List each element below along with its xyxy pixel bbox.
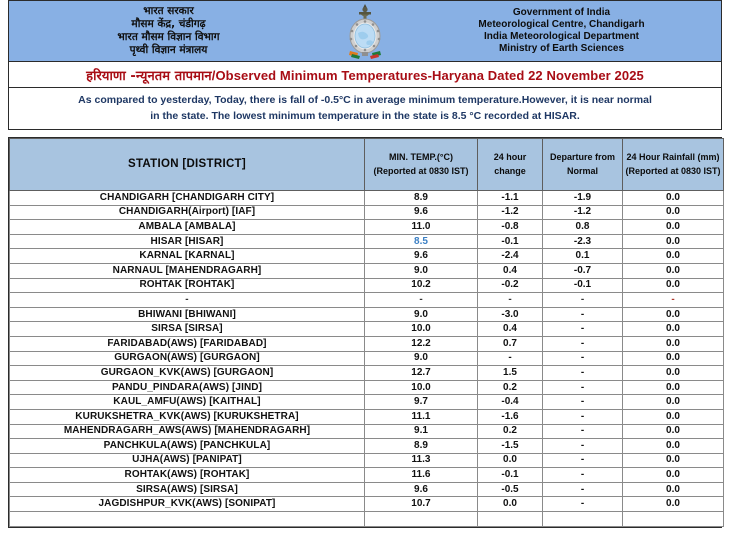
cell-min-temp: 8.9 <box>365 191 478 206</box>
cell-station: JAGDISHPUR_KVK(AWS) [SONIPAT] <box>10 497 365 512</box>
table-header-row <box>10 139 724 191</box>
summary-panel <box>8 88 722 130</box>
cell-rainfall: 0.0 <box>623 234 724 249</box>
cell-24h-change: - <box>478 293 543 308</box>
cell-departure: -0.7 <box>543 263 623 278</box>
cell-departure: - <box>543 322 623 337</box>
cell-station: SIRSA(AWS) [SIRSA] <box>10 482 365 497</box>
masthead-english-line-2: Meteorological Centre, Chandigarh <box>478 18 645 30</box>
table-row <box>10 453 724 468</box>
cell-min-temp: 11.0 <box>365 220 478 235</box>
cell-min-temp: 9.6 <box>365 249 478 264</box>
cell-rainfall: 0.0 <box>623 468 724 483</box>
masthead-hindi-block <box>9 5 328 56</box>
cell-rainfall: 0.0 <box>623 263 724 278</box>
cell-departure: - <box>543 409 623 424</box>
cell-min-temp: 9.0 <box>365 351 478 366</box>
cell-station: GURGAON(AWS) [GURGAON] <box>10 351 365 366</box>
masthead-english-line-1: Government of India <box>512 6 611 18</box>
cell-station: PANCHKULA(AWS) [PANCHKULA] <box>10 439 365 454</box>
table-row <box>10 366 724 381</box>
observations-table-container <box>8 137 722 528</box>
summary-line-2: in the state. The lowest minimum temperature in the state is 8.5 °C recorded at HISAR. <box>150 109 580 122</box>
cell-min-temp: 10.2 <box>365 278 478 293</box>
table-row <box>10 351 724 366</box>
cell-station: SIRSA [SIRSA] <box>10 322 365 337</box>
cell-min-temp <box>365 512 478 527</box>
cell-min-temp: 10.0 <box>365 322 478 337</box>
column-header-24h-change-label: 24 hour <box>493 152 527 163</box>
cell-rainfall: 0.0 <box>623 307 724 322</box>
cell-24h-change: 0.0 <box>478 497 543 512</box>
cell-departure: - <box>543 424 623 439</box>
table-header <box>10 139 724 191</box>
summary-line-1: As compared to yesterday, Today, there is fall of -0.5°C in average minimum temperature.However, it is near normal <box>78 93 652 106</box>
cell-station: PANDU_PINDARA(AWS) [JIND] <box>10 380 365 395</box>
table-row <box>10 395 724 410</box>
cell-min-temp: 11.3 <box>365 453 478 468</box>
cell-rainfall: - <box>623 293 724 308</box>
column-header-min-temp <box>365 139 478 191</box>
cell-rainfall: 0.0 <box>623 482 724 497</box>
cell-min-temp: 8.5 <box>365 234 478 249</box>
table-body <box>10 191 724 527</box>
cell-departure: -1.2 <box>543 205 623 220</box>
cell-station: KARNAL [KARNAL] <box>10 249 365 264</box>
table-row <box>10 191 724 206</box>
cell-departure: - <box>543 497 623 512</box>
cell-min-temp: 9.6 <box>365 205 478 220</box>
table-row <box>10 322 724 337</box>
cell-min-temp: 10.0 <box>365 380 478 395</box>
cell-departure: 0.1 <box>543 249 623 264</box>
cell-departure: - <box>543 468 623 483</box>
cell-rainfall <box>623 512 724 527</box>
cell-departure: - <box>543 307 623 322</box>
cell-rainfall: 0.0 <box>623 395 724 410</box>
cell-min-temp: 12.2 <box>365 336 478 351</box>
cell-departure: -1.9 <box>543 191 623 206</box>
cell-station: AMBALA [AMBALA] <box>10 220 365 235</box>
cell-24h-change: - <box>478 351 543 366</box>
cell-station: KURUKSHETRA_KVK(AWS) [KURUKSHETRA] <box>10 409 365 424</box>
column-header-departure <box>543 139 623 191</box>
cell-rainfall: 0.0 <box>623 366 724 381</box>
masthead-banner <box>8 0 722 62</box>
imd-emblem-icon <box>328 2 402 60</box>
cell-24h-change: -0.8 <box>478 220 543 235</box>
cell-24h-change: 0.4 <box>478 263 543 278</box>
table-row <box>10 497 724 512</box>
cell-rainfall: 0.0 <box>623 439 724 454</box>
table-row <box>10 278 724 293</box>
cell-rainfall: 0.0 <box>623 220 724 235</box>
cell-rainfall: 0.0 <box>623 205 724 220</box>
cell-departure: - <box>543 293 623 308</box>
cell-departure: - <box>543 380 623 395</box>
cell-departure: - <box>543 336 623 351</box>
column-header-departure-sub: Normal <box>566 165 598 176</box>
masthead-hindi-line-3: भारत मौसम विज्ञान विभाग <box>117 31 220 43</box>
cell-station: ROHTAK(AWS) [ROHTAK] <box>10 468 365 483</box>
cell-24h-change: -0.4 <box>478 395 543 410</box>
cell-departure: -2.3 <box>543 234 623 249</box>
masthead-english-line-4: Ministry of Earth Sciences <box>498 43 625 55</box>
table-row <box>10 220 724 235</box>
cell-24h-change: -0.5 <box>478 482 543 497</box>
cell-departure: 0.8 <box>543 220 623 235</box>
cell-24h-change: -0.1 <box>478 468 543 483</box>
cell-24h-change: -1.2 <box>478 205 543 220</box>
table-row <box>10 409 724 424</box>
cell-station: HISAR [HISAR] <box>10 234 365 249</box>
cell-min-temp: 12.7 <box>365 366 478 381</box>
table-row <box>10 468 724 483</box>
table-row <box>10 439 724 454</box>
cell-24h-change: -1.5 <box>478 439 543 454</box>
bulletin-title-bar <box>8 62 722 88</box>
cell-rainfall: 0.0 <box>623 249 724 264</box>
cell-min-temp: 11.6 <box>365 468 478 483</box>
table-row <box>10 293 724 308</box>
column-header-min-temp-label: MIN. TEMP.(°C) <box>389 152 453 163</box>
cell-24h-change: -3.0 <box>478 307 543 322</box>
table-row <box>10 512 724 527</box>
masthead-english-block <box>402 7 721 56</box>
cell-rainfall: 0.0 <box>623 424 724 439</box>
page-title-hindi: हरियाणा -न्यूनतम तापमान <box>86 68 212 84</box>
column-header-departure-label: Departure from <box>549 152 615 163</box>
table-row <box>10 380 724 395</box>
cell-station: BHIWANI [BHIWANI] <box>10 307 365 322</box>
cell-rainfall: 0.0 <box>623 351 724 366</box>
cell-station: GURGAON_KVK(AWS) [GURGAON] <box>10 366 365 381</box>
page-title-english: /Observed Minimum Temperatures-Haryana Dated 22 November 2025 <box>211 67 644 83</box>
cell-rainfall: 0.0 <box>623 453 724 468</box>
masthead-hindi-line-4: पृथ्वी विज्ञान मंत्रालय <box>129 43 208 56</box>
cell-min-temp: 9.0 <box>365 307 478 322</box>
cell-departure <box>543 512 623 527</box>
cell-min-temp: 8.9 <box>365 439 478 454</box>
column-header-rainfall-label: 24 Hour Rainfall (mm) <box>626 152 720 163</box>
cell-min-temp: 9.7 <box>365 395 478 410</box>
cell-station: KAUL_AMFU(AWS) [KAITHAL] <box>10 395 365 410</box>
cell-rainfall: 0.0 <box>623 322 724 337</box>
cell-24h-change: -0.2 <box>478 278 543 293</box>
cell-station: ROHTAK [ROHTAK] <box>10 278 365 293</box>
column-header-min-temp-sub: (Reported at 0830 IST) <box>373 165 469 176</box>
cell-departure: - <box>543 351 623 366</box>
column-header-rainfall-sub: (Reported at 0830 IST) <box>625 165 721 176</box>
cell-24h-change: -0.1 <box>478 234 543 249</box>
cell-24h-change <box>478 512 543 527</box>
cell-rainfall: 0.0 <box>623 409 724 424</box>
cell-departure: - <box>543 439 623 454</box>
column-header-24h-change-sub: change <box>494 165 526 176</box>
cell-24h-change: 0.0 <box>478 453 543 468</box>
table-row <box>10 263 724 278</box>
cell-24h-change: 0.4 <box>478 322 543 337</box>
cell-24h-change: 0.7 <box>478 336 543 351</box>
cell-rainfall: 0.0 <box>623 336 724 351</box>
table-row <box>10 424 724 439</box>
cell-rainfall: 0.0 <box>623 278 724 293</box>
cell-min-temp: 9.0 <box>365 263 478 278</box>
cell-departure: - <box>543 366 623 381</box>
cell-station <box>10 512 365 527</box>
table-row <box>10 205 724 220</box>
page-title <box>86 66 644 84</box>
cell-station: CHANDIGARH(Airport) [IAF] <box>10 205 365 220</box>
cell-departure: - <box>543 395 623 410</box>
column-header-station-label: STATION [DISTRICT] <box>127 158 247 171</box>
cell-24h-change: -2.4 <box>478 249 543 264</box>
masthead-hindi-line-2: मौसम केंद्र, चंडीगढ़ <box>131 18 206 31</box>
cell-station: FARIDABAD(AWS) [FARIDABAD] <box>10 336 365 351</box>
cell-station: - <box>10 293 365 308</box>
cell-min-temp: 9.1 <box>365 424 478 439</box>
cell-24h-change: 1.5 <box>478 366 543 381</box>
cell-departure: - <box>543 482 623 497</box>
table-row <box>10 336 724 351</box>
cell-24h-change: 0.2 <box>478 380 543 395</box>
cell-station: MAHENDRAGARH_AWS(AWS) [MAHENDRAGARH] <box>10 424 365 439</box>
cell-station: NARNAUL [MAHENDRAGARH] <box>10 263 365 278</box>
cell-rainfall: 0.0 <box>623 380 724 395</box>
column-header-station <box>10 139 365 191</box>
masthead-english-line-3: India Meteorological Department <box>483 31 640 42</box>
cell-rainfall: 0.0 <box>623 191 724 206</box>
cell-min-temp: 10.7 <box>365 497 478 512</box>
column-header-rainfall <box>623 139 724 191</box>
masthead-hindi-line-1: भारत सरकार <box>143 5 194 18</box>
cell-station: CHANDIGARH [CHANDIGARH CITY] <box>10 191 365 206</box>
cell-departure: -0.1 <box>543 278 623 293</box>
table-row <box>10 482 724 497</box>
cell-station: UJHA(AWS) [PANIPAT] <box>10 453 365 468</box>
cell-24h-change: 0.2 <box>478 424 543 439</box>
table-row <box>10 234 724 249</box>
cell-rainfall: 0.0 <box>623 497 724 512</box>
cell-24h-change: -1.1 <box>478 191 543 206</box>
cell-min-temp: - <box>365 293 478 308</box>
cell-min-temp: 11.1 <box>365 409 478 424</box>
table-row <box>10 249 724 264</box>
cell-min-temp: 9.6 <box>365 482 478 497</box>
cell-departure: - <box>543 453 623 468</box>
summary-text <box>78 93 652 125</box>
cell-24h-change: -1.6 <box>478 409 543 424</box>
table-row <box>10 307 724 322</box>
column-header-24h-change <box>478 139 543 191</box>
minimum-temperature-table <box>9 138 724 527</box>
